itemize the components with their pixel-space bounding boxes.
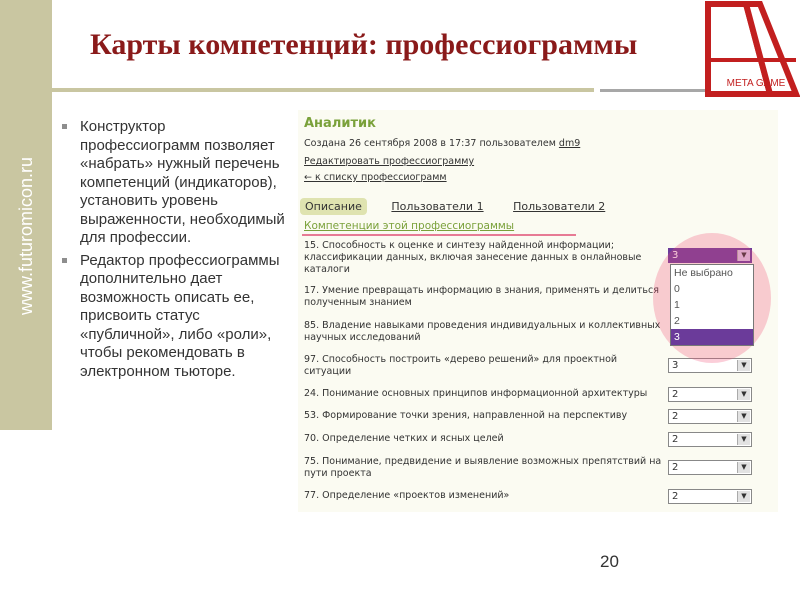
chevron-down-icon[interactable]: ▼ [737, 250, 750, 261]
competency-text: 85. Владение навыками проведения индивидуальных и коллективных научных исследований [304, 320, 661, 343]
tab-bar [300, 198, 626, 215]
level-select[interactable] [668, 460, 752, 475]
bullet-text: Конструктор профессиограмм позволяет «набрать» нужный перечень компетенций (индикаторов), установить уровень выраженности, необходимый для профессии. [80, 118, 285, 246]
tab-users-1[interactable]: Пользователи 1 [391, 200, 484, 213]
tab-description[interactable]: Описание [300, 198, 367, 215]
bullet-list [48, 118, 288, 385]
bullet-marker [62, 258, 67, 263]
competency-row [304, 433, 764, 445]
dropdown-option[interactable]: 2 [674, 315, 680, 327]
level-value: 2 [672, 491, 679, 502]
logo-text: META GAME [726, 78, 786, 89]
level-value: 2 [672, 411, 679, 422]
competency-row [304, 388, 764, 400]
competency-text: 24. Понимание основных принципов информационной архитектуры [304, 388, 648, 399]
competency-text: 77. Определение «проектов изменений» [304, 490, 510, 501]
page-number: 20 [600, 552, 619, 571]
chevron-down-icon[interactable]: ▼ [737, 462, 750, 473]
level-value: 3 [672, 360, 679, 371]
competency-text: 17. Умение превращать информацию в знания, применять и делиться полученным знанием [304, 285, 659, 308]
level-value: 2 [672, 462, 679, 473]
title-rule [34, 88, 594, 92]
dropdown-option[interactable]: Не выбрано [674, 267, 733, 279]
chevron-down-icon[interactable]: ▼ [737, 491, 750, 502]
chevron-down-icon[interactable]: ▼ [737, 360, 750, 371]
level-value: 3 [672, 250, 679, 261]
bullet-text: Редактор профессиограммы дополнительно дает возможность описать ее, присвоить статус «публичной», либо «роли», чтобы рекомендовать в электронном тьюторе. [80, 251, 280, 380]
competency-text: 53. Формирование точки зрения, направленной на перспективу [304, 410, 628, 421]
competencies-heading[interactable]: Компетенции этой профессиограммы [304, 220, 515, 232]
competency-text: 75. Понимание, предвидение и выявление возможных препятствий на пути проекта [304, 456, 662, 479]
competency-text: 70. Определение четких и ясных целей [304, 433, 504, 444]
title-rule-gray [600, 89, 710, 92]
user-link[interactable]: dm9 [558, 138, 581, 149]
tab-users-2[interactable]: Пользователи 2 [513, 200, 606, 213]
sidebar-bar [0, 0, 52, 430]
created-by-prefix: пользователем [479, 138, 556, 149]
level-select[interactable] [668, 387, 752, 402]
level-select[interactable] [668, 489, 752, 504]
competency-text: 15. Способность к оценке и синтезу найденной информации; классификации данных, включая занесение данных в онлайновые каталоги [304, 240, 642, 275]
competency-row [304, 456, 764, 480]
created-meta [304, 138, 580, 149]
level-value: 2 [672, 434, 679, 445]
dropdown-option[interactable]: 1 [674, 299, 680, 311]
level-value: 2 [672, 389, 679, 400]
bullet-marker [62, 124, 67, 129]
profile-title: Аналитик [304, 116, 376, 131]
created-prefix: Создана [304, 138, 346, 149]
level-dropdown-list[interactable] [670, 264, 754, 346]
meta-game-logo [700, 0, 800, 100]
competency-text: 97. Способность построить «дерево решений» для проектной ситуации [304, 354, 618, 377]
created-date: 26 сентября 2008 в 17:37 [348, 138, 477, 149]
chevron-down-icon[interactable]: ▼ [737, 434, 750, 445]
chevron-down-icon[interactable]: ▼ [737, 389, 750, 400]
edit-profile-link[interactable]: Редактировать профессиограмму [304, 156, 475, 167]
dropdown-option[interactable]: 0 [674, 283, 680, 295]
slide-title: Карты компетенций: профессиограммы [90, 28, 638, 61]
bullet-item [48, 118, 288, 248]
dropdown-option-selected[interactable]: 3 [671, 329, 753, 345]
level-select[interactable] [668, 432, 752, 447]
chevron-down-icon[interactable]: ▼ [737, 411, 750, 422]
level-select[interactable] [668, 409, 752, 424]
competency-row [304, 490, 764, 502]
back-to-list-link[interactable]: ← к списку профессиограмм [304, 172, 447, 183]
bullet-item [48, 252, 288, 382]
competency-row [304, 410, 764, 422]
heading-underline [302, 234, 576, 236]
website-url: www.futuromicon.ru [16, 156, 36, 316]
